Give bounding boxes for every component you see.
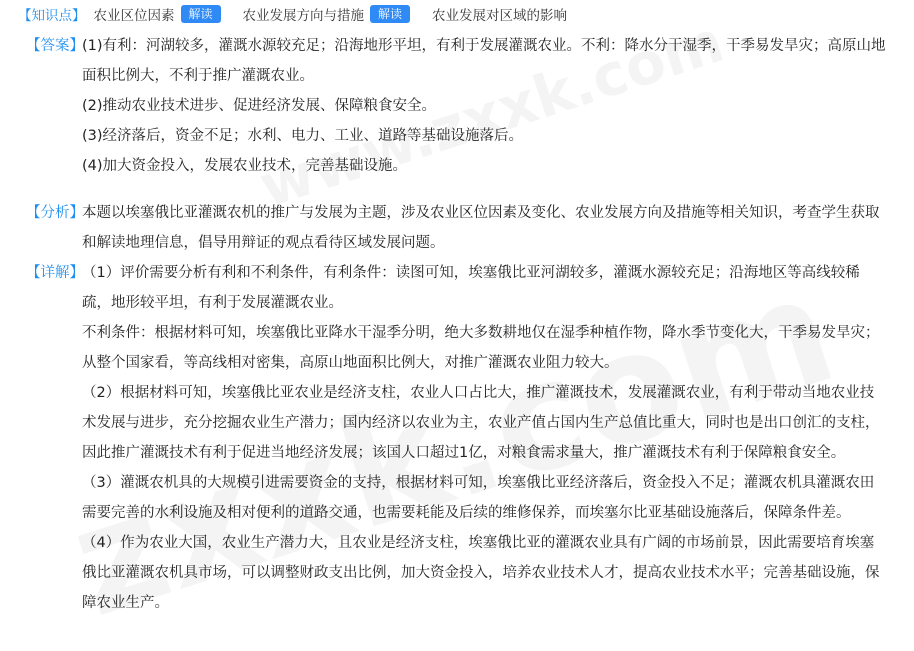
answer-line: (4)加大资金投入，发展农业技术，完善基础设施。 [82,158,408,174]
knowledge-topic[interactable]: 农业发展方向与措施 [242,8,365,24]
detail-section [26,258,892,618]
knowledge-point-label: 【知识点】 [18,8,86,24]
analysis-section [26,198,892,258]
answer-line: 面积比例大，不利于推广灌溉农业。 [82,68,314,84]
knowledge-topic[interactable]: 农业区位因素 [93,8,175,24]
detail-line: （4）作为农业大国，农业生产潜力大，且农业是经济支柱，埃塞俄比亚的灌溉农业具有广阔的市场前景，因此需要培育埃塞 [82,535,875,551]
answer-section [26,31,892,181]
detail-line: 从整个国家看，等高线相对密集，高原山地面积比例大，对推广灌溉农业阻力较大。 [82,355,619,371]
detail-line: （2）根据材料可知，埃塞俄比亚农业是经济支柱，农业人口占比大，推广灌溉技术，发展灌溉农业，有利于带动当地农业技 [82,385,875,401]
knowledge-topic[interactable]: 农业发展对区域的影响 [432,8,568,24]
detail-line: （1）评价需要分析有利和不利条件，有利条件：读图可知，埃塞俄比亚河湖较多，灌溉水源较充足；沿海地区等高线较稀 [82,265,860,281]
detail-label: 【详解】 [26,265,84,281]
detail-line: 俄比亚灌溉农机具市场，可以调整财政支出比例，加大资金投入，培养农业技术人才，提高农业技术水平；完善基础设施，保 [82,565,880,581]
interpret-button[interactable]: 解读 [370,5,410,23]
detail-line: 术发展与进步，充分挖掘农业生产潜力；国内经济以农业为主，农业产值占国内生产总值比重大，同时也是出口创汇的支柱， [82,415,880,431]
answer-line: (2)推动农业技术进步、促进经济发展、保障粮食安全。 [82,98,437,114]
answer-label: 【答案】 [26,38,84,54]
knowledge-point-row [18,4,567,24]
answer-line: (1)有利：河湖较多，灌溉水源较充足；沿海地形平坦，有利于发展灌溉农业。不利：降水分干湿季，干季易发旱灾；高原山地 [82,38,886,54]
detail-line: 需要完善的水利设施及相对便利的道路交通，也需要耗能及后续的维修保养，而埃塞尔比亚基础设施落后，保障条件差。 [82,505,851,521]
analysis-line: 本题以埃塞俄比亚灌溉农机的推广与发展为主题，涉及农业区位因素及变化、农业发展方向及措施等相关知识，考查学生获取 [82,205,880,221]
detail-line: 不利条件：根据材料可知，埃塞俄比亚降水干湿季分明，绝大多数耕地仅在湿季种植作物，降水季节变化大，干季易发旱灾； [82,325,880,341]
answer-line: (3)经济落后，资金不足；水利、电力、工业、道路等基础设施落后。 [82,128,524,144]
analysis-line: 和解读地理信息，倡导用辩证的观点看待区域发展问题。 [82,235,445,251]
detail-line: 障农业生产。 [82,595,169,611]
interpret-button[interactable]: 解读 [181,5,221,23]
analysis-label: 【分析】 [26,205,84,221]
detail-line: 因此推广灌溉技术有利于促进当地经济发展；该国人口超过1亿，对粮食需求量大，推广灌溉技术有利于保障粮食安全。 [82,445,846,461]
detail-line: （3）灌溉农机具的大规模引进需要资金的支持，根据材料可知，埃塞俄比亚经济落后，资金投入不足；灌溉农机具灌溉农田 [82,475,875,491]
detail-line: 疏，地形较平坦，有利于发展灌溉农业。 [82,295,343,311]
